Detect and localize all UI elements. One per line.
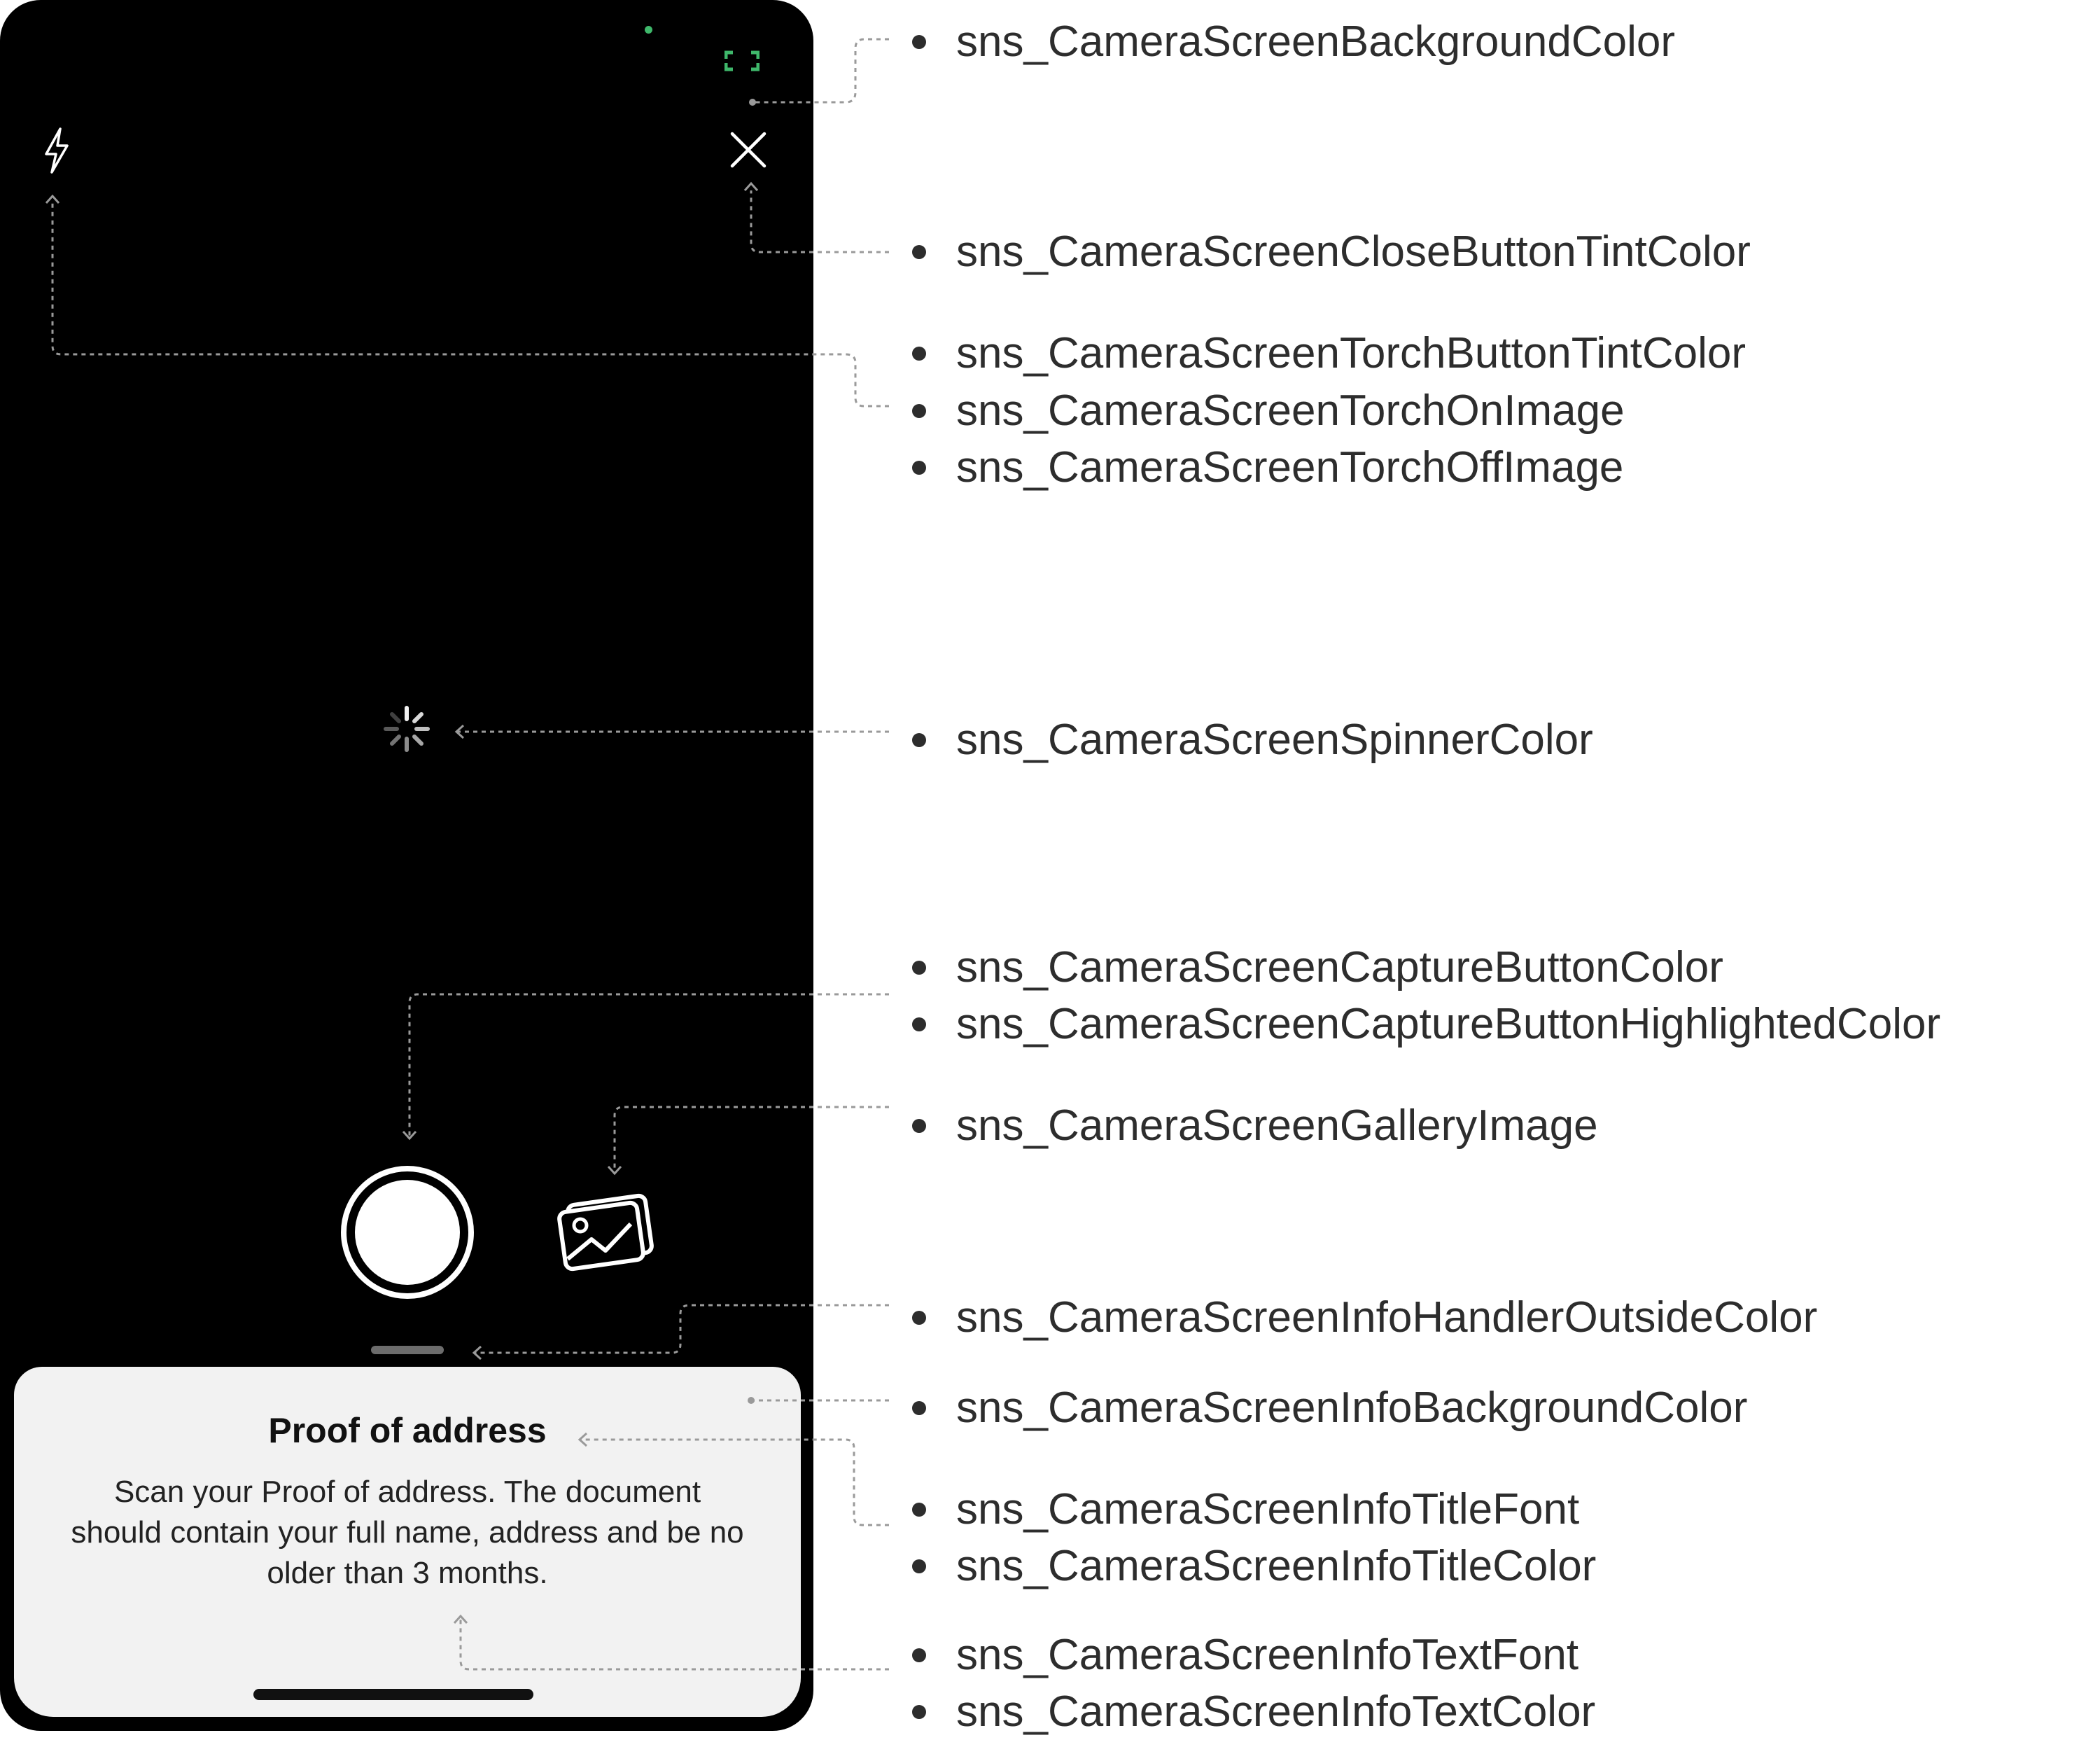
label-bullet (912, 461, 926, 475)
info-title: Proof of address (268, 1411, 547, 1450)
label-spinner-color: sns_CameraScreenSpinnerColor (956, 716, 1593, 764)
info-text: Scan your Proof of address. The document should contain your full name, address and be no older than 3 months. (71, 1475, 744, 1590)
label-bullet (912, 1705, 926, 1719)
label-bullet (912, 245, 926, 259)
label-info-text-color: sns_CameraScreenInfoTextColor (956, 1687, 1596, 1736)
label-bullet (912, 961, 926, 975)
label-torch-on-image: sns_CameraScreenTorchOnImage (956, 387, 1625, 435)
label-bullet (912, 1559, 926, 1573)
label-bullet (912, 1401, 926, 1415)
label-bullet (912, 1648, 926, 1662)
label-bullet (912, 404, 926, 418)
label-torch-button-tint: sns_CameraScreenTorchButtonTintColor (956, 329, 1746, 377)
label-capture-button-color: sns_CameraScreenCaptureButtonColor (956, 943, 1723, 991)
label-info-handler-outside-color: sns_CameraScreenInfoHandlerOutsideColor (956, 1293, 1818, 1342)
label-bullet (912, 1503, 926, 1517)
label-gallery-image: sns_CameraScreenGalleryImage (956, 1101, 1598, 1150)
label-bullet (912, 347, 926, 361)
label-bullet (912, 1119, 926, 1133)
label-bullet (912, 35, 926, 49)
label-capture-button-highlighted-color: sns_CameraScreenCaptureButtonHighlightedColor (956, 1000, 1941, 1048)
label-info-background-color: sns_CameraScreenInfoBackgroundColor (956, 1384, 1748, 1432)
label-torch-off-image: sns_CameraScreenTorchOffImage (956, 443, 1624, 492)
label-close-button-tint: sns_CameraScreenCloseButtonTintColor (956, 228, 1751, 276)
label-bullet (912, 1017, 926, 1031)
label-bullet (912, 1311, 926, 1325)
label-info-title-color: sns_CameraScreenInfoTitleColor (956, 1542, 1597, 1590)
label-info-title-font: sns_CameraScreenInfoTitleFont (956, 1485, 1580, 1533)
label-info-text-font: sns_CameraScreenInfoTextFont (956, 1631, 1579, 1679)
label-background-color: sns_CameraScreenBackgroundColor (956, 18, 1675, 66)
label-bullet (912, 733, 926, 747)
